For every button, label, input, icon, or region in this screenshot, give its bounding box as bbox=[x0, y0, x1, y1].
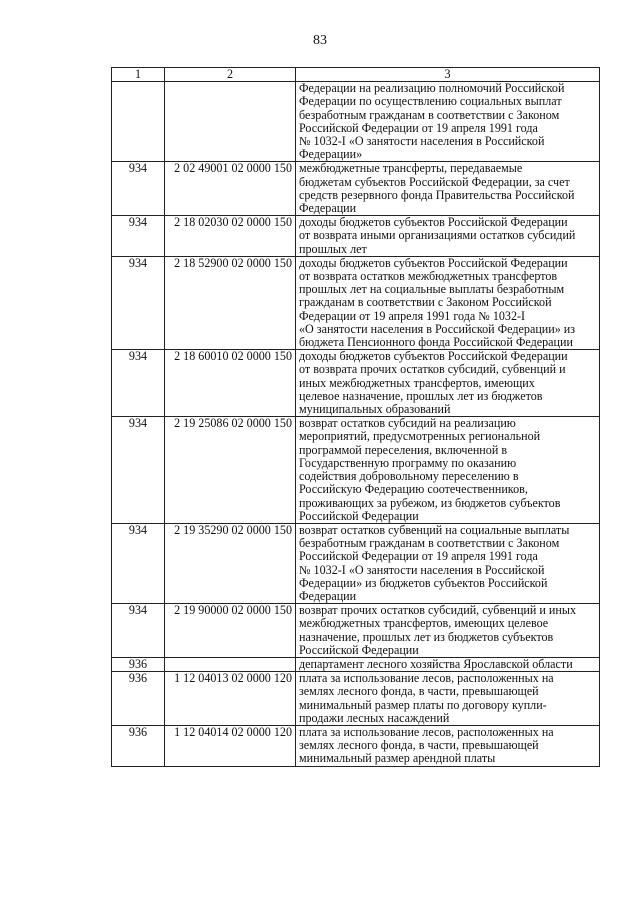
description-cell: плата за использование лесов, расположенных на землях лесного фонда, в части, превышающей минимальный размер арендной платы bbox=[296, 725, 600, 766]
description-cell: возврат остатков субсидий на реализацию мероприятий, предусмотренных региональной программой переселения, включенной в Государственную программу по оказанию содействия добровольному переселению в Российскую Федерацию соотечественников, проживающих за рубежом, из бюджетов субъектов Российской Федерации bbox=[296, 417, 600, 524]
revenue-code-cell bbox=[165, 657, 296, 671]
description-cell: департамент лесного хозяйства Ярославской области bbox=[296, 657, 600, 671]
revenue-code-cell: 2 18 60010 02 0000 150 bbox=[165, 350, 296, 417]
revenue-code-cell: 2 19 35290 02 0000 150 bbox=[165, 523, 296, 603]
revenue-code-cell: 2 18 52900 02 0000 150 bbox=[165, 256, 296, 349]
revenue-code-cell: 2 19 90000 02 0000 150 bbox=[165, 604, 296, 658]
revenue-code-cell: 2 19 25086 02 0000 150 bbox=[165, 417, 296, 524]
description-cell: доходы бюджетов субъектов Российской Федерации от возврата остатков межбюджетных трансфертов прошлых лет на социальные выплаты безработным гражданам в соответствии с Законом Российской Федерации от 19 апреля 1991 года № 1032-I «О занятости населения в Российской Федерации» из бюджета Пенсионного фонда Российской Федерации bbox=[296, 256, 600, 349]
table-header-row bbox=[112, 68, 600, 82]
admin-code-cell: 934 bbox=[112, 417, 165, 524]
description-cell: доходы бюджетов субъектов Российской Федерации от возврата прочих остатков субсидий, субвенций и иных межбюджетных трансфертов, имеющих целевое назначение, прошлых лет из бюджетов муниципальных образований bbox=[296, 350, 600, 417]
table-row bbox=[112, 657, 600, 671]
table-row bbox=[112, 162, 600, 216]
table-row bbox=[112, 672, 600, 726]
revenue-code-cell: 2 02 49001 02 0000 150 bbox=[165, 162, 296, 216]
revenue-code-cell: 1 12 04013 02 0000 120 bbox=[165, 672, 296, 726]
revenue-code-cell: 2 18 02030 02 0000 150 bbox=[165, 216, 296, 257]
admin-code-cell: 934 bbox=[112, 523, 165, 603]
description-cell: межбюджетные трансферты, передаваемые бюджетам субъектов Российской Федерации, за счет средств резервного фонда Правительства Российской Федерации bbox=[296, 162, 600, 216]
admin-code-cell bbox=[112, 82, 165, 162]
description-cell: возврат остатков субвенций на социальные выплаты безработным гражданам в соответствии с Законом Российской Федерации от 19 апреля 1991 года № 1032-I «О занятости населения в Российской Федерации» из бюджетов субъектов Российской Федерации bbox=[296, 523, 600, 603]
admin-code-cell: 936 bbox=[112, 725, 165, 766]
description-cell: доходы бюджетов субъектов Российской Федерации от возврата иными организациями остатков субсидий прошлых лет bbox=[296, 216, 600, 257]
table-row bbox=[112, 417, 600, 524]
column-header-3: 3 bbox=[296, 68, 600, 82]
admin-code-cell: 934 bbox=[112, 162, 165, 216]
description-cell: возврат прочих остатков субсидий, субвенций и иных межбюджетных трансфертов, имеющих целевое назначение, прошлых лет из бюджетов субъектов Российской Федерации bbox=[296, 604, 600, 658]
description-cell: Федерации на реализацию полномочий Российской Федерации по осуществлению социальных выплат безработным гражданам в соответствии с Законом Российской Федерации от 19 апреля 1991 года № 1032-I «О занятости населения в Российской Федерации» bbox=[296, 82, 600, 162]
revenue-codes-table bbox=[111, 67, 600, 767]
table-row bbox=[112, 216, 600, 257]
column-header-1: 1 bbox=[112, 68, 165, 82]
table-row bbox=[112, 523, 600, 603]
admin-code-cell: 936 bbox=[112, 672, 165, 726]
table-row bbox=[112, 82, 600, 162]
revenue-code-cell bbox=[165, 82, 296, 162]
admin-code-cell: 934 bbox=[112, 350, 165, 417]
revenue-code-cell: 1 12 04014 02 0000 120 bbox=[165, 725, 296, 766]
description-cell: плата за использование лесов, расположенных на землях лесного фонда, в части, превышающей минимальный размер платы по договору купли- продажи лесных насаждений bbox=[296, 672, 600, 726]
admin-code-cell: 936 bbox=[112, 657, 165, 671]
admin-code-cell: 934 bbox=[112, 256, 165, 349]
table-row bbox=[112, 350, 600, 417]
table-row bbox=[112, 604, 600, 658]
admin-code-cell: 934 bbox=[112, 604, 165, 658]
admin-code-cell: 934 bbox=[112, 216, 165, 257]
column-header-2: 2 bbox=[165, 68, 296, 82]
page-number: 83 bbox=[313, 33, 327, 48]
table-row bbox=[112, 725, 600, 766]
table-row bbox=[112, 256, 600, 349]
